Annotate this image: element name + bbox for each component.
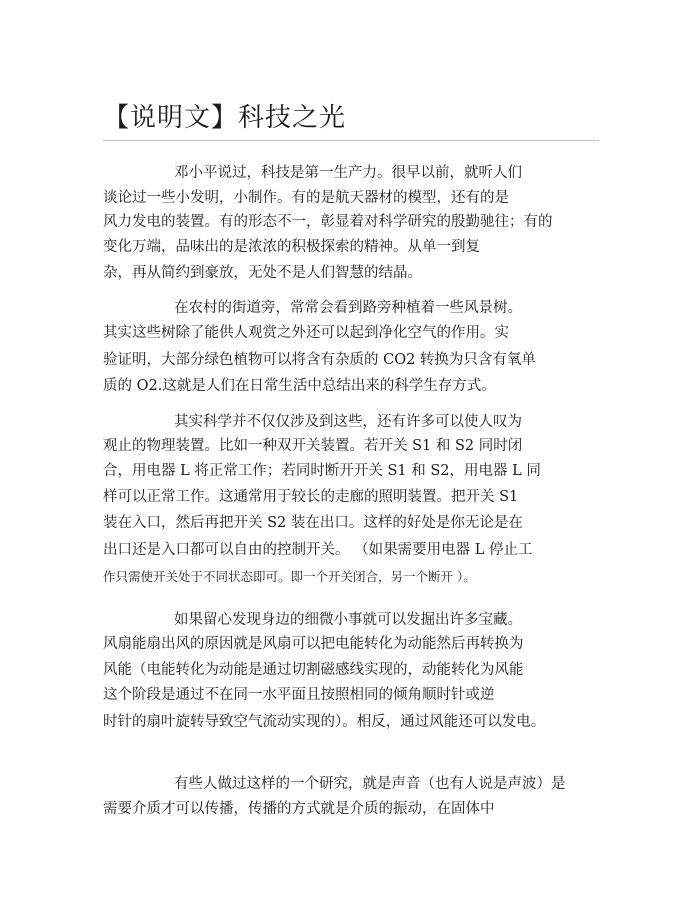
text-line: 其实科学并不仅仅涉及到这些，还有许多可以使人叹为 bbox=[174, 414, 522, 430]
text-line: 在农村的街道旁，常常会看到路旁种植着一些风景树。 bbox=[174, 300, 522, 316]
text-line: 风力发电的装置。有的形态不一，彰显着对科学研究的殷勤驰往；有的 bbox=[103, 214, 553, 230]
text-line: 合，用电器 L 将正常工作；若同时断开开关 S1 和 S2，用电器 L 同 bbox=[103, 463, 541, 479]
text-line: 变化万端，品味出的是浓浓的积极探索的精神。从单一到复 bbox=[103, 239, 480, 255]
text-line: 需要介质才可以传播，传播的方式就是介质的振动，在固体中 bbox=[103, 801, 495, 817]
text-line: 风能（电能转化为动能是通过切割磁感线实现的，动能转化为风能 bbox=[103, 662, 524, 678]
text-line: 有些人做过这样的一个研究，就是声音（也有人说是声波）是 bbox=[174, 776, 566, 792]
text-line: 验证明，大部分绿色植物可以将含有杂质的 CO2 转换为只含有氧单 bbox=[103, 352, 536, 368]
text-line: 其实这些树除了能供人观赏之外还可以起到净化空气的作用。实 bbox=[103, 325, 509, 341]
text-line: 时针的扇叶旋转导致空气流动实现的）。相反，通过风能还可以发电。 bbox=[103, 714, 546, 730]
text-line: 邓小平说过，科技是第一生产力。很早以前，就听人们 bbox=[174, 165, 522, 181]
text-line: 杂，再从简约到豪放，无处不是人们智慧的结晶。 bbox=[103, 265, 422, 281]
text-line: 这个阶段是通过不在同一水平面且按照相同的倾角顺时针或逆 bbox=[103, 687, 495, 703]
text-line: 观止的物理装置。比如一种双开关装置。若开关 S1 和 S2 同时闭 bbox=[103, 438, 523, 454]
text-line: 装在入口，然后再把开关 S2 装在出口。这样的好处是你无论是在 bbox=[103, 515, 523, 531]
text-line: 风扇能扇出风的原因就是风扇可以把电能转化为动能然后再转换为 bbox=[103, 636, 524, 652]
text-line: 如果留心发现身边的细微小事就可以发掘出许多宝藏。 bbox=[174, 612, 522, 628]
title-divider bbox=[103, 140, 599, 141]
text-line: 作只需使开关处于不同状态即可。即一个开关闭合，另一个断开 ）。 bbox=[103, 569, 476, 584]
text-line: 样可以正常工作。这通常用于较长的走廊的照明装置。把开关 S1 bbox=[103, 489, 519, 505]
text-line: 质的 O2.这就是人们在日常生活中总结出来的科学生存方式。 bbox=[103, 378, 496, 394]
text-line: 出口还是入口都可以自由的控制开关。 （如果需要用电器 L 停止工 bbox=[103, 542, 533, 558]
document-title: 【说明文】科技之光 bbox=[103, 103, 347, 133]
text-line: 谈论过一些小发明，小制作。有的是航天器材的模型，还有的是 bbox=[103, 190, 509, 206]
